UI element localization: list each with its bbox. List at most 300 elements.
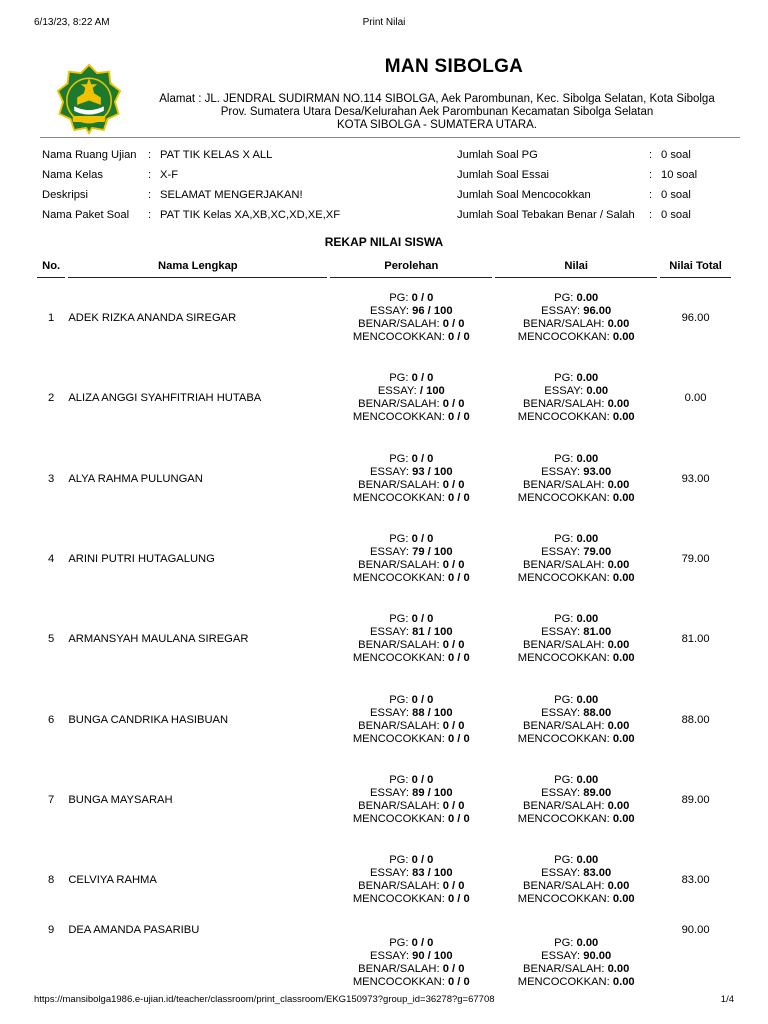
nilai-cell xyxy=(495,679,657,759)
score-label: MENCOCOKKAN: xyxy=(517,812,613,825)
score-line xyxy=(495,707,657,720)
score-label: ESSAY: xyxy=(541,465,584,478)
score-value: 0 / 0 xyxy=(447,732,470,745)
print-url: https://mansibolga1986.e-ujian.id/teacher/classroom/print_classroom/EKG150973?group_id=36278?g=67708 xyxy=(34,994,495,1005)
nilai-cell xyxy=(495,439,657,519)
score-line xyxy=(495,533,657,546)
score-label: MENCOCOKKAN: xyxy=(352,893,448,906)
row-number: 5 xyxy=(48,633,55,646)
table-row xyxy=(37,278,731,358)
score-value: 79 / 100 xyxy=(412,546,453,559)
score-value: 81 / 100 xyxy=(412,626,453,639)
print-title: Print Nilai xyxy=(362,17,406,28)
score-value: 0 / 0 xyxy=(442,963,465,976)
score-value: 0 / 0 xyxy=(411,613,434,626)
score-label: MENCOCOKKAN: xyxy=(517,572,613,585)
address-line: KOTA SIBOLGA - SUMATERA UTARA. xyxy=(336,119,537,131)
info-label: Jumlah Soal Tebakan Benar / Salah xyxy=(457,209,635,221)
score-value: 0.00 xyxy=(607,478,630,491)
info-label: Jumlah Soal Essai xyxy=(457,169,550,181)
score-label: MENCOCOKKAN: xyxy=(352,812,448,825)
score-label: PG: xyxy=(554,452,577,465)
student-name: ALIZA ANGGI SYAHFITRIAH HUTABA xyxy=(68,392,262,405)
score-line xyxy=(495,867,657,880)
info-value: PAT TIK Kelas XA,XB,XC,XD,XE,XF xyxy=(160,209,341,221)
student-name: ARMANSYAH MAULANA SIREGAR xyxy=(68,633,249,646)
score-value: 0.00 xyxy=(612,652,635,665)
nilai-cell xyxy=(495,840,657,920)
score-line xyxy=(495,774,657,787)
info-value: SELAMAT MENGERJAKAN! xyxy=(160,189,303,201)
score-value: 0.00 xyxy=(576,937,599,950)
print-datetime: 6/13/23, 8:22 AM xyxy=(34,17,110,28)
score-line xyxy=(330,613,492,626)
score-value: 0.00 xyxy=(612,893,635,906)
perolehan-cell xyxy=(330,358,492,438)
perolehan-cell xyxy=(330,679,492,759)
score-line xyxy=(495,937,657,950)
score-label: PG: xyxy=(389,937,412,950)
score-line xyxy=(330,854,492,867)
score-label: MENCOCOKKAN: xyxy=(352,411,448,424)
nilai-total: 90.00 xyxy=(681,924,710,937)
score-line xyxy=(330,937,492,950)
nilai-total: 79.00 xyxy=(681,553,710,566)
score-line xyxy=(330,733,492,746)
score-line xyxy=(495,546,657,559)
score-line xyxy=(330,331,492,344)
score-value: 0.00 xyxy=(607,318,630,331)
score-value: 0 / 0 xyxy=(411,693,434,706)
score-value: 90.00 xyxy=(583,950,612,963)
score-line xyxy=(495,572,657,585)
info-row: Nama Paket Soal : PAT TIK Kelas XA,XB,XC,XD,XE,XF xyxy=(42,205,340,225)
score-line xyxy=(330,787,492,800)
score-value: 0 / 0 xyxy=(447,331,470,344)
score-value: 0.00 xyxy=(576,773,599,786)
score-label: ESSAY: xyxy=(541,786,584,799)
score-value: 0 / 0 xyxy=(411,533,434,546)
score-line xyxy=(495,720,657,733)
score-value: 0 / 0 xyxy=(442,880,465,893)
recap-title: REKAP NILAI SISWA xyxy=(324,235,444,249)
score-label: ESSAY: xyxy=(370,786,413,799)
info-value: 0 soal xyxy=(661,149,691,161)
score-label: PG: xyxy=(554,773,577,786)
score-value: 90 / 100 xyxy=(412,950,453,963)
score-value: 0 / 0 xyxy=(411,452,434,465)
score-label: PG: xyxy=(389,693,412,706)
score-line xyxy=(495,652,657,665)
score-line xyxy=(330,652,492,665)
perolehan-cell xyxy=(330,278,492,358)
nilai-cell xyxy=(495,358,657,438)
score-line xyxy=(330,813,492,826)
score-line xyxy=(330,976,492,989)
score-value: 0.00 xyxy=(607,799,630,812)
score-value: 0 / 0 xyxy=(442,318,465,331)
score-line xyxy=(330,546,492,559)
score-label: BENAR/SALAH: xyxy=(358,559,443,572)
info-row: Jumlah Soal Essai : 10 soal xyxy=(457,165,697,185)
score-label: ESSAY: xyxy=(541,305,584,318)
score-value: 88 / 100 xyxy=(412,706,453,719)
score-label: MENCOCOKKAN: xyxy=(517,976,613,989)
score-line xyxy=(330,950,492,963)
col-header-total: Nilai Total xyxy=(660,255,731,278)
score-line xyxy=(330,694,492,707)
info-value: 0 soal xyxy=(661,209,691,221)
score-label: MENCOCOKKAN: xyxy=(352,572,448,585)
nilai-cell xyxy=(495,760,657,840)
row-number: 9 xyxy=(48,924,55,937)
score-line xyxy=(495,492,657,505)
info-value: PAT TIK KELAS X ALL xyxy=(160,149,273,161)
score-label: PG: xyxy=(554,372,577,385)
score-value: 0.00 xyxy=(576,452,599,465)
score-label: BENAR/SALAH: xyxy=(523,318,608,331)
info-label: Nama Paket Soal xyxy=(42,209,130,221)
row-number: 1 xyxy=(48,312,55,325)
score-line xyxy=(495,800,657,813)
row-number: 2 xyxy=(48,392,55,405)
score-line xyxy=(495,639,657,652)
table-row xyxy=(37,439,731,519)
score-label: PG: xyxy=(389,613,412,626)
score-value: 0.00 xyxy=(607,880,630,893)
recap-table xyxy=(34,255,734,1018)
nilai-cell xyxy=(495,278,657,358)
score-value: 93 / 100 xyxy=(412,465,453,478)
nilai-cell xyxy=(495,599,657,679)
score-label: PG: xyxy=(554,693,577,706)
score-value: 81.00 xyxy=(583,626,612,639)
score-label: BENAR/SALAH: xyxy=(523,799,608,812)
score-value: 0.00 xyxy=(576,693,599,706)
kemenag-logo-icon xyxy=(52,62,126,136)
perolehan-cell xyxy=(330,760,492,840)
score-label: ESSAY: xyxy=(370,867,413,880)
info-row: Deskripsi : SELAMAT MENGERJAKAN! xyxy=(42,185,340,205)
score-label: ESSAY: xyxy=(541,626,584,639)
info-value: X-F xyxy=(160,169,179,181)
row-number: 7 xyxy=(48,793,55,806)
score-value: 0.00 xyxy=(612,732,635,745)
score-label: ESSAY: xyxy=(370,706,413,719)
score-label: ESSAY: xyxy=(541,546,584,559)
score-line xyxy=(330,292,492,305)
score-label: PG: xyxy=(554,937,577,950)
score-label: ESSAY: xyxy=(370,950,413,963)
student-name: DEA AMANDA PASARIBU xyxy=(68,924,200,937)
score-line xyxy=(330,305,492,318)
score-value: 0 / 0 xyxy=(447,491,470,504)
student-name: ADEK RIZKA ANANDA SIREGAR xyxy=(68,312,237,325)
score-line xyxy=(495,479,657,492)
score-value: 0 / 0 xyxy=(442,799,465,812)
score-value: 0 / 0 xyxy=(411,773,434,786)
score-line xyxy=(495,292,657,305)
score-label: BENAR/SALAH: xyxy=(358,880,443,893)
score-value: 0.00 xyxy=(612,491,635,504)
score-value: 0.00 xyxy=(576,613,599,626)
table-row xyxy=(37,840,731,920)
score-value: 0 / 0 xyxy=(442,559,465,572)
score-label: BENAR/SALAH: xyxy=(523,478,608,491)
score-value: 0 / 0 xyxy=(442,639,465,652)
score-label: MENCOCOKKAN: xyxy=(517,331,613,344)
score-line xyxy=(495,453,657,466)
score-label: PG: xyxy=(389,292,412,305)
row-number: 6 xyxy=(48,713,55,726)
score-line xyxy=(495,787,657,800)
score-value: 0.00 xyxy=(576,372,599,385)
student-name: ARINI PUTRI HUTAGALUNG xyxy=(68,553,215,566)
score-label: ESSAY: xyxy=(370,305,413,318)
perolehan-cell xyxy=(330,439,492,519)
score-line xyxy=(330,639,492,652)
score-label: BENAR/SALAH: xyxy=(523,398,608,411)
score-label: ESSAY: xyxy=(544,385,587,398)
score-label: PG: xyxy=(554,854,577,867)
exam-info-left xyxy=(42,145,340,225)
score-line xyxy=(330,411,492,424)
score-line xyxy=(330,880,492,893)
row-number: 8 xyxy=(48,874,55,887)
score-value: 89 / 100 xyxy=(412,786,453,799)
info-row: Nama Kelas : X-F xyxy=(42,165,340,185)
score-line xyxy=(495,331,657,344)
score-line xyxy=(330,385,492,398)
table-row xyxy=(37,358,731,438)
score-label: MENCOCOKKAN: xyxy=(352,976,448,989)
score-line xyxy=(495,854,657,867)
row-number: 3 xyxy=(48,472,55,485)
score-label: MENCOCOKKAN: xyxy=(517,491,613,504)
perolehan-cell xyxy=(330,840,492,920)
score-line xyxy=(495,893,657,906)
score-label: ESSAY: xyxy=(370,465,413,478)
nilai-total: 88.00 xyxy=(681,713,710,726)
score-value: 0.00 xyxy=(607,963,630,976)
table-row xyxy=(37,519,731,599)
info-label: Jumlah Soal PG xyxy=(457,149,538,161)
nilai-total: 93.00 xyxy=(681,472,710,485)
score-label: PG: xyxy=(389,533,412,546)
col-header-perolehan: Perolehan xyxy=(330,255,492,278)
score-label: MENCOCOKKAN: xyxy=(517,893,613,906)
score-value: 0.00 xyxy=(612,411,635,424)
perolehan-cell xyxy=(330,519,492,599)
score-label: PG: xyxy=(554,533,577,546)
recap-table-body xyxy=(37,278,731,1018)
score-value: 0 / 0 xyxy=(447,976,470,989)
info-value: 0 soal xyxy=(661,189,691,201)
score-line xyxy=(495,733,657,746)
score-line xyxy=(330,626,492,639)
score-label: MENCOCOKKAN: xyxy=(352,652,448,665)
score-label: BENAR/SALAH: xyxy=(523,719,608,732)
score-line xyxy=(495,385,657,398)
score-line xyxy=(495,466,657,479)
score-line xyxy=(330,963,492,976)
student-name: CELVIYA RAHMA xyxy=(68,874,157,887)
info-label: Nama Kelas xyxy=(42,169,103,181)
address-line: Prov. Sumatera Utara Desa/Kelurahan Aek Parombunan Kecamatan Sibolga Selatan xyxy=(220,106,654,118)
score-line xyxy=(330,800,492,813)
score-value: 93.00 xyxy=(583,465,612,478)
score-value: 0 / 0 xyxy=(447,411,470,424)
score-label: ESSAY: xyxy=(370,626,413,639)
student-name: BUNGA MAYSARAH xyxy=(68,793,173,806)
score-line xyxy=(495,626,657,639)
score-label: BENAR/SALAH: xyxy=(523,639,608,652)
score-line xyxy=(330,479,492,492)
score-value: 0 / 0 xyxy=(447,893,470,906)
score-value: 0.00 xyxy=(612,331,635,344)
score-line xyxy=(495,398,657,411)
score-line xyxy=(495,813,657,826)
score-value: 0.00 xyxy=(607,719,630,732)
score-line xyxy=(495,559,657,572)
score-label: BENAR/SALAH: xyxy=(523,880,608,893)
nilai-total: 96.00 xyxy=(681,312,710,325)
info-row: Jumlah Soal Mencocokkan : 0 soal xyxy=(457,185,697,205)
score-line xyxy=(330,720,492,733)
row-number: 4 xyxy=(48,553,55,566)
score-line xyxy=(495,880,657,893)
score-line xyxy=(330,867,492,880)
score-value: 0 / 0 xyxy=(442,478,465,491)
score-value: 0.00 xyxy=(576,533,599,546)
school-address xyxy=(140,93,734,132)
score-value: 96 / 100 xyxy=(412,305,453,318)
score-label: MENCOCOKKAN: xyxy=(517,411,613,424)
info-row: Jumlah Soal PG : 0 soal xyxy=(457,145,697,165)
score-label: BENAR/SALAH: xyxy=(358,719,443,732)
score-line xyxy=(495,950,657,963)
score-label: BENAR/SALAH: xyxy=(358,799,443,812)
nilai-total: 89.00 xyxy=(681,793,710,806)
nilai-total: 81.00 xyxy=(681,633,710,646)
score-line xyxy=(495,318,657,331)
info-value: 10 soal xyxy=(661,169,698,181)
score-line xyxy=(330,572,492,585)
score-line xyxy=(330,318,492,331)
score-value: 0 / 0 xyxy=(447,572,470,585)
address-line: Alamat : JL. JENDRAL SUDIRMAN NO.114 SIBOLGA, Aek Parombunan, Kec. Sibolga Selatan, Kota Sibolga xyxy=(159,93,715,105)
nilai-cell xyxy=(495,920,657,1017)
score-label: PG: xyxy=(389,773,412,786)
score-label: PG: xyxy=(554,292,577,305)
table-row xyxy=(37,679,731,759)
score-value: 0 / 0 xyxy=(447,652,470,665)
score-line xyxy=(495,963,657,976)
score-line xyxy=(330,453,492,466)
score-line xyxy=(330,707,492,720)
score-label: BENAR/SALAH: xyxy=(358,398,443,411)
school-name: MAN SIBOLGA xyxy=(384,56,524,77)
table-header-row xyxy=(37,255,731,278)
score-line xyxy=(495,411,657,424)
score-line xyxy=(330,559,492,572)
table-row xyxy=(37,599,731,679)
table-row xyxy=(37,760,731,840)
score-line xyxy=(495,694,657,707)
perolehan-cell xyxy=(330,599,492,679)
score-line xyxy=(495,976,657,989)
col-header-no: No. xyxy=(37,255,65,278)
score-value: 83.00 xyxy=(583,867,612,880)
score-label: BENAR/SALAH: xyxy=(358,318,443,331)
score-label: PG: xyxy=(389,372,412,385)
info-row: Nama Ruang Ujian : PAT TIK KELAS X ALL xyxy=(42,145,340,165)
score-label: ESSAY: xyxy=(541,867,584,880)
nilai-cell xyxy=(495,519,657,599)
score-label: BENAR/SALAH: xyxy=(358,478,443,491)
score-label: ESSAY: xyxy=(370,546,413,559)
score-value: 89.00 xyxy=(583,786,612,799)
score-value: 0.00 xyxy=(612,812,635,825)
score-label: PG: xyxy=(389,854,412,867)
score-value: 0 / 0 xyxy=(447,812,470,825)
score-label: ESSAY: xyxy=(377,385,420,398)
score-value: 0.00 xyxy=(612,572,635,585)
score-value: 0.00 xyxy=(607,559,630,572)
student-name: BUNGA CANDRIKA HASIBUAN xyxy=(68,713,229,726)
score-value: 0 / 0 xyxy=(411,292,434,305)
score-value: / 100 xyxy=(419,385,445,398)
score-line xyxy=(495,305,657,318)
score-line xyxy=(495,372,657,385)
score-line xyxy=(330,398,492,411)
score-value: 0.00 xyxy=(576,854,599,867)
score-value: 0.00 xyxy=(607,398,630,411)
score-value: 79.00 xyxy=(583,546,612,559)
score-label: BENAR/SALAH: xyxy=(358,963,443,976)
score-value: 0.00 xyxy=(612,976,635,989)
score-label: PG: xyxy=(389,452,412,465)
info-row: Jumlah Soal Tebakan Benar / Salah : 0 soal xyxy=(457,205,697,225)
score-label: BENAR/SALAH: xyxy=(523,559,608,572)
score-label: MENCOCOKKAN: xyxy=(352,491,448,504)
score-value: 83 / 100 xyxy=(412,867,453,880)
page-number: 1/4 xyxy=(720,994,734,1005)
score-line xyxy=(330,774,492,787)
nilai-total: 0.00 xyxy=(684,392,707,405)
info-label: Nama Ruang Ujian xyxy=(42,149,137,161)
score-value: 0 / 0 xyxy=(411,854,434,867)
score-label: BENAR/SALAH: xyxy=(358,639,443,652)
score-label: ESSAY: xyxy=(541,950,584,963)
score-label: PG: xyxy=(554,613,577,626)
score-value: 0.00 xyxy=(607,639,630,652)
score-line xyxy=(330,533,492,546)
score-label: BENAR/SALAH: xyxy=(523,963,608,976)
score-label: MENCOCOKKAN: xyxy=(352,331,448,344)
nilai-total: 83.00 xyxy=(681,874,710,887)
score-value: 0.00 xyxy=(586,385,609,398)
score-label: MENCOCOKKAN: xyxy=(517,732,613,745)
exam-info-right xyxy=(457,145,697,225)
score-label: MENCOCOKKAN: xyxy=(352,732,448,745)
score-value: 96.00 xyxy=(583,305,612,318)
col-header-nilai: Nilai xyxy=(495,255,657,278)
score-value: 0.00 xyxy=(576,292,599,305)
score-label: MENCOCOKKAN: xyxy=(517,652,613,665)
score-label: ESSAY: xyxy=(541,706,584,719)
col-header-name: Nama Lengkap xyxy=(68,255,327,278)
